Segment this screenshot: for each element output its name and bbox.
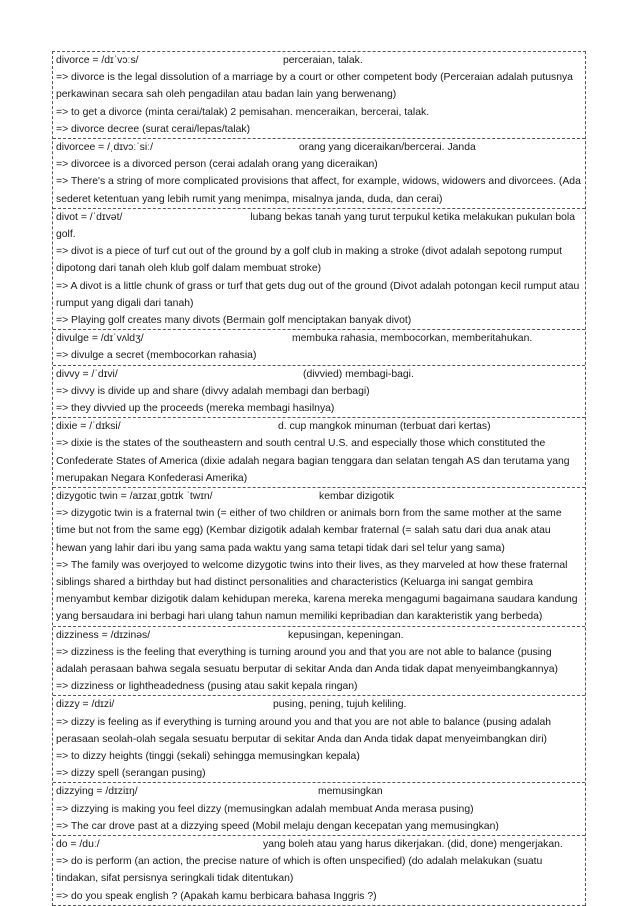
example-line: => they divvied up the proceeds (mereka membagi hasilnya)	[56, 403, 335, 414]
entry-divorcee	[53, 139, 585, 209]
translation: lubang bekas tanah yang turut terpukul ketika melakukan pukulan bola golf.	[56, 211, 576, 240]
example-line: => to dizzy heights (tinggi (sekali) sehingga memusingkan kepala)	[56, 751, 360, 762]
example-line: => divot is a piece of turf cut out of the ground by a golf club in making a stroke (divot adalah sepotong rumput dipotong dari tanah oleh klub golf dalam membuat stroke)	[56, 246, 562, 275]
entry-do	[53, 836, 585, 906]
entry-header	[56, 696, 583, 713]
example-line: => divvy is divide up and share (divvy adalah membagi dan berbagi)	[56, 385, 370, 397]
example-line: => divorcee is a divorced person (cerai adalah orang yang diceraikan)	[56, 159, 378, 171]
translation: yang boleh atau yang harus dikerjakan. (did, done) mengerjakan.	[263, 839, 563, 850]
entry-header	[56, 836, 583, 853]
example-line: => do is perform (an action, the precise nature of which is often unspecified) (do adalah melakukan (suatu tindakan, sifat persisnya seringkali tidak ditentukan)	[56, 856, 543, 885]
example-line: => do you speak english ? (Apakah kamu berbicara bahasa Inggris ?)	[56, 890, 377, 902]
example-line: => dizzying is making you feel dizzy (memusingkan adalah membuat Anda merasa pusing)	[56, 803, 474, 815]
entry-divorce	[53, 52, 585, 139]
headword: dizzy = /dɪzi/	[56, 699, 115, 711]
example-line: => dizziness is the feeling that everything is turning around you and that you are not able to balance (pusing adalah perasaan bahwa segala sesuatu berputar di sekitar Anda dan Anda tidak dapat menyeimbangkannya)	[56, 646, 558, 675]
headword: divorce = /dɪˈvɔːs/	[56, 55, 139, 66]
example-line: => dizzy is feeling as if everything is turning around you and that you are not able to balance (pusing adalah perasaan seolah-olah segala sesuatu berputar di sekitar Anda dan Anda tidak dapat menyeimbangkan diri)	[56, 716, 552, 745]
entry-header	[56, 783, 583, 800]
headword: divvy = /ˈdɪvi/	[56, 368, 118, 380]
headword: dizziness = /dɪzinəs/	[56, 629, 151, 641]
entry-header	[56, 488, 583, 505]
example-line: => divorce decree (surat cerai/lepas/talak)	[56, 123, 251, 135]
example-line: => divulge a secret (membocorkan rahasia)	[56, 350, 257, 362]
translation: (divvied) membagi-bagi.	[303, 368, 414, 380]
example-line: => dixie is the states of the southeastern and south central U.S. and especially those which constituted the Confederate States of America (dixie adalah negara bagian tenggara dan selatan tengah AS dan terutama yang merupakan Negara Konfederasi Amerika)	[56, 438, 570, 484]
example-line: => The family was overjoyed to welcome dizygotic twins into their lives, as they marveled at how these fraternal siblings shared a birthday but had distinct personalities and characteristics (Keluarga ini sangat gembira menyambut kembar dizigotik dalam kehidupan mereka, karena mereka mengagumi bagaimana saudara kandung yang bersaudara ini berbagi hari ulang tahun namun memiliki kepribadian dan karakteristik yang berbeda)	[56, 559, 578, 623]
entry-divulge	[53, 330, 585, 365]
headword: divot = /ˈdɪvət/	[56, 211, 123, 223]
entry-header	[56, 330, 583, 347]
headword: dizzying = /dɪziɪŋ/	[56, 786, 138, 798]
entry-header	[56, 418, 583, 435]
headword: dizygotic twin = /aɪzaɪˌɡɒtɪk ˈtwɪn/	[56, 491, 213, 502]
entry-header	[56, 627, 583, 644]
headword: divulge = /dɪˈvʌldʒ/	[56, 333, 144, 345]
entry-dizygotic-twin	[53, 488, 585, 627]
entry-dizziness	[53, 627, 585, 697]
translation: kepusingan, kepeningan.	[288, 629, 404, 641]
entry-dizzying	[53, 783, 585, 836]
dictionary-sheet	[52, 51, 586, 906]
translation: kembar dizigotik	[319, 491, 395, 502]
headword: dixie = /ˈdɪksi/	[56, 421, 121, 433]
translation: membuka rahasia, membocorkan, memberitahukan.	[292, 333, 533, 345]
entry-dizzy	[53, 696, 585, 783]
example-line: => The car drove past at a dizzying speed (Mobil melaju dengan kecepatan yang memusingkan)	[56, 820, 499, 832]
example-line: => dizygotic twin is a fraternal twin (= either of two children or animals born from the same mother at the same time but not from the same egg) (Kembar dizigotik adalah kembar fraternal (= salah satu dari dua anak atau hewan yang lahir dari ibu yang sama pada waktu yang sama tetapi tidak dari sel telur yang sama)	[56, 508, 562, 554]
example-line: => divorce is the legal dissolution of a marriage by a court or other competent body (Perceraian adalah putusnya perkawinan secara sah oleh pengadilan atau badan lain yang berwenang)	[56, 72, 573, 101]
entry-header	[56, 366, 583, 383]
headword: divorcee = /ˌdɪvɔːˈsiː/	[56, 142, 153, 153]
translation: perceraian, talak.	[283, 55, 363, 66]
entry-header	[56, 209, 583, 243]
example-line: => to get a divorce (minta cerai/talak) 2 pemisahan. menceraikan, bercerai, talak.	[56, 106, 430, 118]
example-line: => dizziness or lightheadedness (pusing atau sakit kepala ringan)	[56, 681, 358, 693]
entry-divvy	[53, 366, 585, 419]
example-line: => Playing golf creates many divots (Bermain golf menciptakan banyak divot)	[56, 315, 412, 327]
entry-divot	[53, 209, 585, 330]
entry-header	[56, 139, 583, 156]
translation: pusing, pening, tujuh keliling.	[273, 699, 407, 711]
translation: memusingkan	[318, 786, 383, 798]
translation: orang yang diceraikan/bercerai. Janda	[299, 142, 476, 153]
example-line: => There's a string of more complicated provisions that affect, for example, widows, widowers and divorcees. (Ada sederet ketentuan yang lebih rumit yang menimpa, misalnya janda, duda, dan cerai)	[56, 176, 581, 205]
entry-dixie	[53, 418, 585, 488]
headword: do = /duː/	[56, 839, 100, 850]
example-line: => A divot is a little chunk of grass or turf that gets dug out of the ground (Divot adalah potongan kecil rumput atau rumput yang digali dari tanah)	[56, 280, 580, 309]
entry-header	[56, 52, 583, 69]
translation: d. cup mangkok minuman (terbuat dari kertas)	[278, 421, 491, 433]
example-line: => dizzy spell (serangan pusing)	[56, 768, 206, 780]
